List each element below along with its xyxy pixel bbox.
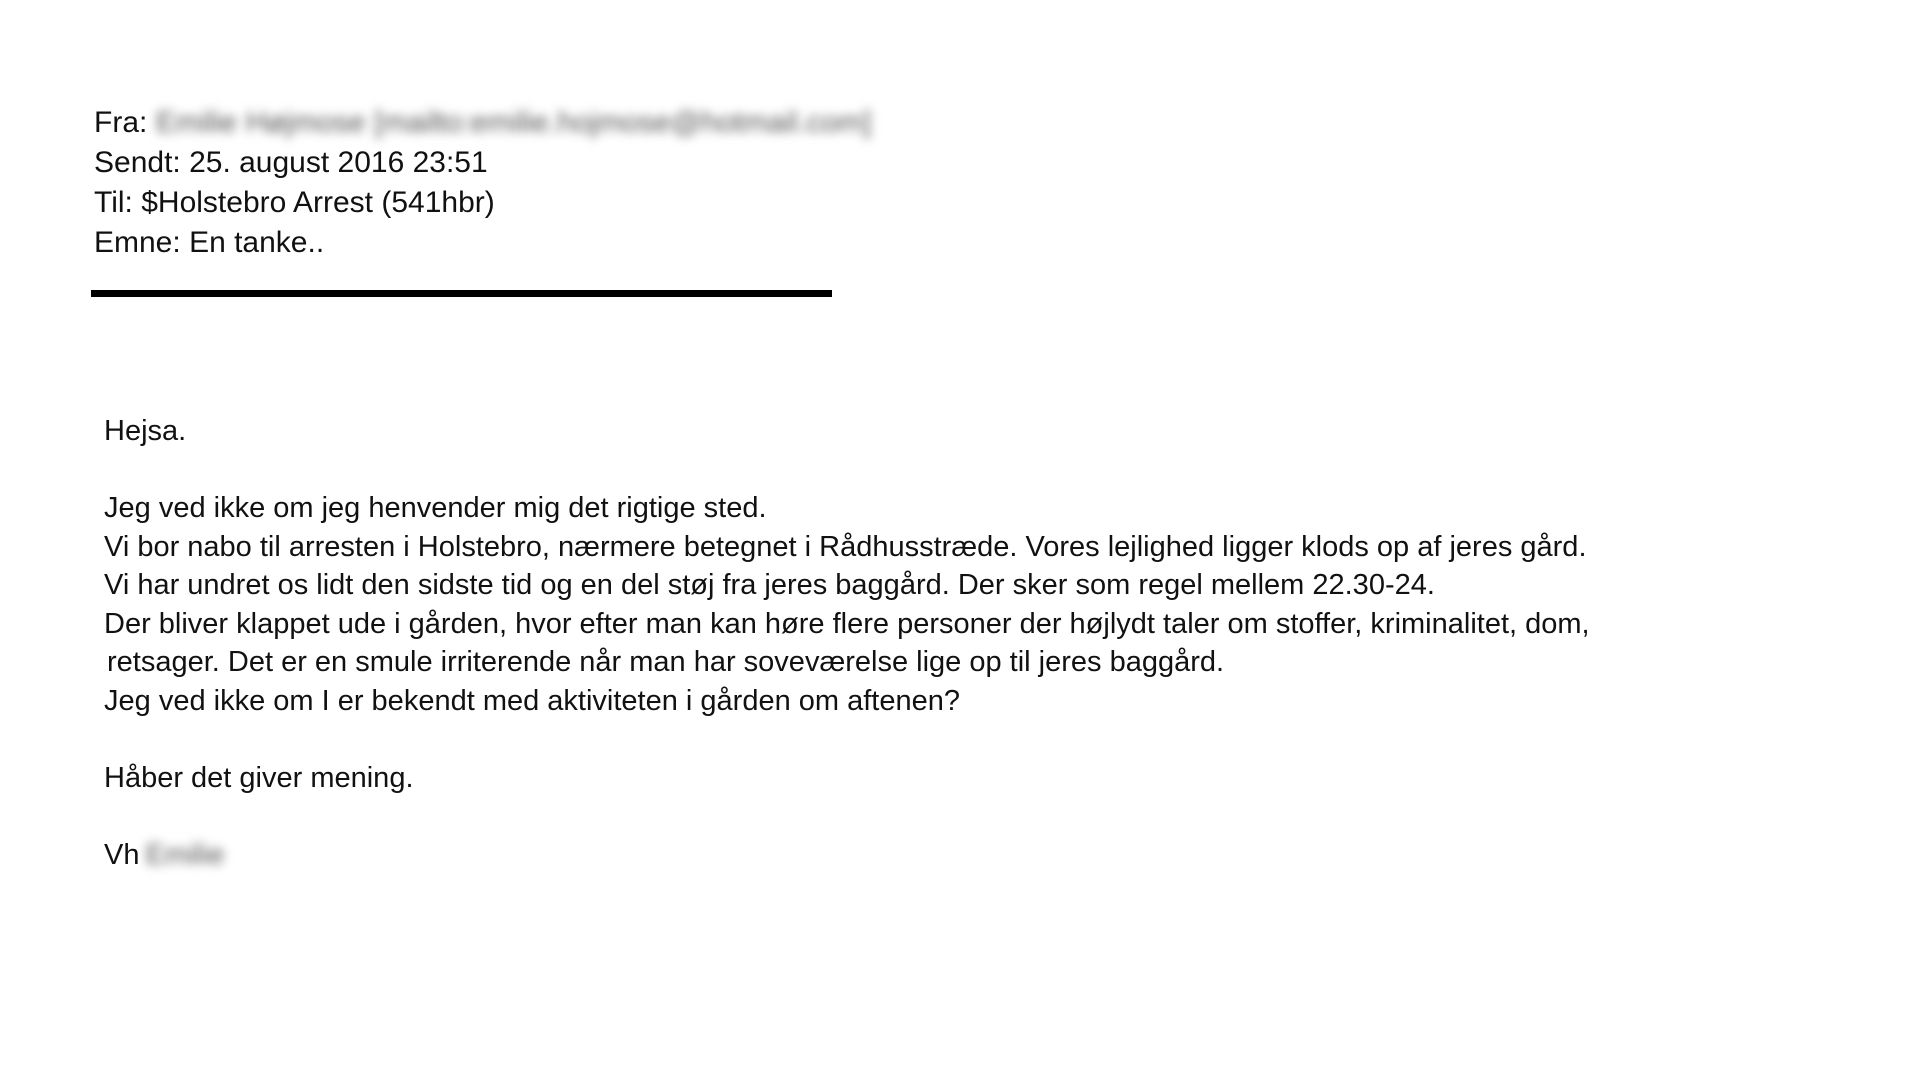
email-header	[94, 103, 871, 263]
paragraph-gap	[104, 797, 1884, 836]
from-value: Emilie Højmose [mailto:emilie.hojmose@hotmail.com]	[155, 106, 872, 139]
body-line: Der bliver klappet ude i gården, hvor efter man kan høre flere personer der højlydt taler om stoffer, kriminalitet, dom,	[104, 607, 1590, 640]
greeting: Hejsa.	[104, 415, 187, 447]
sent-label: Sendt:	[94, 146, 181, 179]
paragraph-gap	[104, 720, 1884, 759]
body-line: Jeg ved ikke om jeg henvender mig det rigtige sted.	[104, 492, 767, 524]
body-line: Vi har undret os lidt den sidste tid og en del støj fra jeres baggård. Der sker som regel mellem 22.30-24.	[104, 569, 1435, 601]
subject-label: Emne:	[94, 226, 181, 259]
email-body	[104, 412, 1884, 874]
signoff-word: Vh	[104, 838, 140, 871]
from-line	[94, 103, 871, 143]
closing: Håber det giver mening.	[104, 761, 414, 794]
subject-line	[94, 223, 871, 263]
subject-value: En tanke..	[189, 226, 325, 259]
body-line: retsager. Det er en smule irriterende når man har soveværelse lige op til jeres baggård.	[107, 646, 1225, 678]
from-label: Fra:	[94, 106, 148, 139]
to-label: Til:	[94, 186, 133, 219]
header-divider	[91, 290, 832, 297]
to-line	[94, 183, 871, 223]
sent-line	[94, 143, 871, 183]
sent-value: 25. august 2016 23:51	[189, 146, 488, 179]
signoff-name: Emilie	[145, 838, 225, 871]
signoff	[104, 836, 1884, 875]
body-line: Jeg ved ikke om I er bekendt med aktiviteten i gården om aftenen?	[104, 684, 960, 717]
body-line: Vi bor nabo til arresten i Holstebro, nærmere betegnet i Rådhusstræde. Vores lejlighed ligger klods op af jeres gård.	[104, 530, 1587, 563]
paragraph-gap	[104, 451, 1884, 490]
to-value: $Holstebro Arrest (541hbr)	[141, 186, 495, 219]
